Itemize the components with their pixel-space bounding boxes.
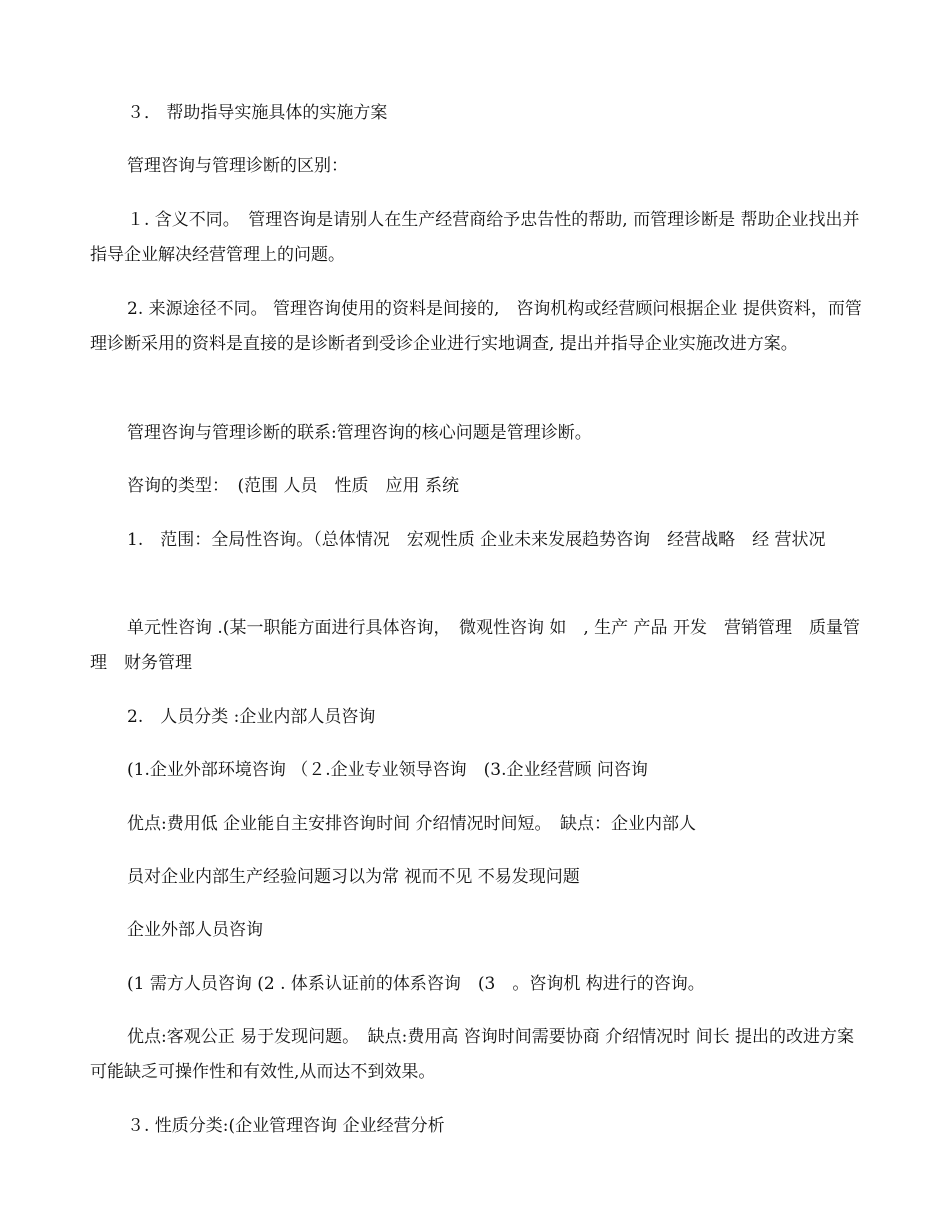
paragraph-consulting-types: 咨询的类型： (范围 人员 性质 应用 系统 bbox=[127, 476, 459, 496]
paragraph-scope-global: 1. 范围：全局性咨询。（总体情况 宏观性质 企业未来发展趋势咨询 经营战略 经 营状况 bbox=[127, 530, 826, 550]
paragraph-external-types: (1 需方人员咨询 (2 . 体系认证前的体系咨询 (3 。咨询机 构进行的咨询。 bbox=[127, 974, 705, 994]
paragraph-scope-unit: 单元性咨询 .(某一职能方面进行具体咨询， 微观性咨询 如 , 生产 产品 开发 营销管理 质量管理 财务管理 bbox=[90, 618, 860, 673]
paragraph-internal-cons-cont: 员对企业内部生产经验问题习以为常 视而不见 不易发现问题 bbox=[127, 867, 580, 887]
paragraph-personnel-classification: 2. 人员分类 :企业内部人员咨询 bbox=[127, 707, 376, 727]
paragraph-difference-heading: 管理咨询与管理诊断的区别： bbox=[127, 156, 348, 176]
paragraph-nature-classification: ３. 性质分类:(企业管理咨询 企业经营分析 bbox=[127, 1116, 445, 1136]
paragraph-external-heading: 企业外部人员咨询 bbox=[127, 920, 263, 940]
paragraph-relationship: 管理咨询与管理诊断的联系:管理咨询的核心问题是管理诊断。 bbox=[127, 423, 592, 443]
paragraph-internal-types: (1.企业外部环境咨询 （２.企业专业领导咨询 (3.企业经营顾 问咨询 bbox=[127, 760, 648, 780]
paragraph-external-pros-cons: 优点:客观公正 易于发现问题。 缺点:费用高 咨询时间需要协商 介绍情况时 间长 提出的改进方案可能缺乏可操作性和有效性,从而达不到效果。 bbox=[90, 1027, 854, 1082]
paragraph-source-difference: 2. 来源途径不同。 管理咨询使用的资料是间接的, 咨询机构或经营顾问根据企业 提供资料，而管理诊断采用的资料是直接的是诊断者到受诊企业进行实地调查, 提出并指导企业实施改进方案。 bbox=[90, 299, 862, 354]
paragraph-implementation-guidance: ３． 帮助指导实施具体的实施方案 bbox=[127, 103, 388, 123]
paragraph-internal-pros-cons: 优点:费用低 企业能自主安排咨询时间 介绍情况时间短。 缺点：企业内部人 bbox=[127, 814, 697, 834]
paragraph-meaning-difference: １. 含义不同。 管理咨询是请别人在生产经营商给予忠告性的帮助, 而管理诊断是 帮助企业找出并指导企业解决经营管理上的问题。 bbox=[90, 210, 860, 265]
